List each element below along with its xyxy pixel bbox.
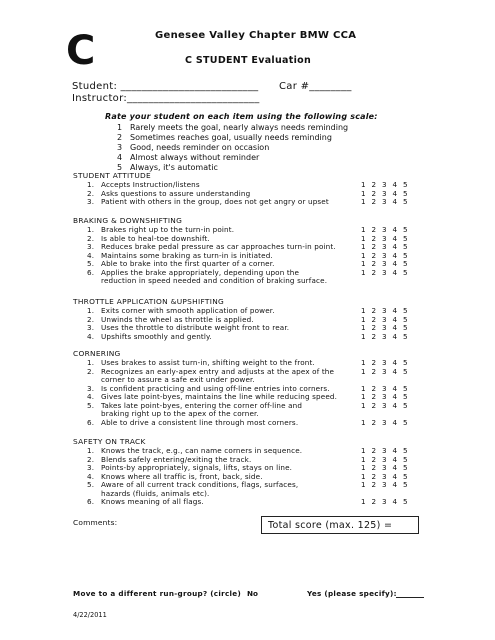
score-option[interactable]: 4 bbox=[392, 463, 398, 473]
score-option[interactable]: 2 bbox=[371, 446, 377, 456]
score-option[interactable]: 1 bbox=[361, 225, 366, 235]
score-option[interactable]: 4 bbox=[392, 242, 398, 252]
section-title: THROTTLE APPLICATION &UPSHIFTING bbox=[73, 297, 225, 306]
score-option[interactable]: 4 bbox=[392, 366, 398, 376]
item-text: Knows meaning of all flags. bbox=[101, 497, 204, 507]
score-option[interactable]: 4 bbox=[392, 446, 398, 456]
score-option[interactable]: 4 bbox=[392, 417, 398, 427]
score-option[interactable]: 5 bbox=[403, 497, 408, 507]
score-option[interactable]: 1 bbox=[361, 323, 366, 333]
score-option[interactable]: 4 bbox=[392, 180, 398, 190]
score-option[interactable]: 2 bbox=[371, 188, 377, 198]
item-number: 2. bbox=[87, 454, 95, 464]
item-text: Maintains some braking as turn-in is initiated. bbox=[101, 250, 273, 260]
score-option[interactable]: 1 bbox=[361, 480, 366, 490]
score-option[interactable]: 5 bbox=[403, 331, 408, 341]
score-option[interactable]: 1 bbox=[361, 197, 366, 207]
item-text-continued: hazards (fluids, animals etc). bbox=[101, 488, 210, 498]
item-number: 3. bbox=[87, 197, 95, 207]
score-option[interactable]: 3 bbox=[382, 383, 387, 393]
scale-level-number: 5 bbox=[117, 163, 123, 172]
scale-level-text: Always, it's automatic bbox=[130, 163, 218, 172]
score-option[interactable]: 5 bbox=[403, 446, 408, 456]
score-option[interactable]: 2 bbox=[371, 480, 377, 490]
score-option[interactable]: 3 bbox=[382, 180, 387, 190]
item-score-options[interactable] bbox=[361, 418, 414, 427]
scale-level-text: Good, needs reminder on occasion bbox=[130, 143, 270, 152]
score-option[interactable]: 4 bbox=[392, 323, 398, 333]
item-number: 2. bbox=[87, 233, 95, 243]
score-option[interactable]: 1 bbox=[361, 358, 366, 368]
score-option[interactable]: 2 bbox=[371, 392, 377, 402]
score-option[interactable]: 1 bbox=[361, 417, 366, 427]
score-option[interactable]: 2 bbox=[371, 366, 377, 376]
score-option[interactable]: 2 bbox=[371, 497, 377, 507]
item-text: Able to brake into the first quarter of a corner. bbox=[101, 259, 275, 269]
score-option[interactable]: 4 bbox=[392, 314, 398, 324]
score-option[interactable]: 3 bbox=[382, 463, 387, 473]
score-option[interactable]: 5 bbox=[403, 480, 408, 490]
run-group-question: Move to a different run-group? (circle) bbox=[73, 589, 242, 598]
score-option[interactable]: 2 bbox=[371, 383, 377, 393]
item-text: Reduces brake pedal pressure as car approaches turn-in point. bbox=[101, 242, 336, 252]
scale-level bbox=[117, 143, 269, 152]
item-text: Applies the brake appropriately, depending upon the bbox=[101, 267, 300, 277]
score-option[interactable]: 1 bbox=[361, 331, 366, 341]
score-option[interactable]: 3 bbox=[382, 197, 387, 207]
item-text: Blends safely entering/exiting the track. bbox=[101, 454, 252, 464]
score-option[interactable]: 2 bbox=[371, 331, 377, 341]
score-option[interactable]: 4 bbox=[392, 471, 398, 481]
score-option[interactable]: 1 bbox=[361, 188, 366, 198]
score-option[interactable]: 1 bbox=[361, 400, 366, 410]
score-option[interactable]: 5 bbox=[403, 233, 408, 243]
score-option[interactable]: 3 bbox=[382, 366, 387, 376]
score-option[interactable]: 5 bbox=[403, 366, 408, 376]
score-option[interactable]: 5 bbox=[403, 383, 408, 393]
score-option[interactable]: 2 bbox=[371, 463, 377, 473]
section-title: BRAKING & DOWNSHIFTING bbox=[73, 216, 183, 225]
item-score-options[interactable] bbox=[361, 268, 414, 277]
score-option[interactable]: 1 bbox=[361, 497, 366, 507]
score-option[interactable]: 3 bbox=[382, 400, 387, 410]
score-option[interactable]: 1 bbox=[361, 471, 366, 481]
total-score-label: Total score (max. 125) = bbox=[268, 520, 393, 531]
score-option[interactable]: 3 bbox=[382, 314, 387, 324]
score-option[interactable]: 5 bbox=[403, 463, 408, 473]
item-text: Upshifts smoothly and gently. bbox=[101, 331, 212, 341]
scale-level-text: Sometimes reaches goal, usually needs reminding bbox=[130, 133, 332, 142]
item-number: 2. bbox=[87, 188, 95, 198]
score-option[interactable]: 2 bbox=[371, 267, 377, 277]
score-option[interactable]: 5 bbox=[403, 323, 408, 333]
score-option[interactable]: 1 bbox=[361, 233, 366, 243]
student-field[interactable]: Student: __________________________ bbox=[72, 81, 259, 92]
car-number-field[interactable]: Car #________ bbox=[279, 81, 352, 92]
score-option[interactable]: 2 bbox=[371, 306, 377, 316]
form-date: 4/22/2011 bbox=[73, 611, 107, 619]
score-option[interactable]: 3 bbox=[382, 242, 387, 252]
score-option[interactable]: 1 bbox=[361, 267, 366, 277]
score-option[interactable]: 4 bbox=[392, 306, 398, 316]
item-score-options[interactable] bbox=[361, 197, 414, 206]
score-option[interactable]: 4 bbox=[392, 358, 398, 368]
score-option[interactable]: 3 bbox=[382, 480, 387, 490]
score-option[interactable]: 4 bbox=[392, 188, 398, 198]
score-option[interactable]: 2 bbox=[371, 180, 377, 190]
score-option[interactable]: 3 bbox=[382, 259, 387, 269]
item-number: 4. bbox=[87, 331, 95, 341]
item-text: Takes late point-byes, entering the corner off-line and bbox=[101, 400, 303, 410]
score-option[interactable]: 3 bbox=[382, 358, 387, 368]
score-option[interactable]: 2 bbox=[371, 197, 377, 207]
score-option[interactable]: 2 bbox=[371, 233, 377, 243]
item-number: 1. bbox=[87, 358, 95, 368]
item-score-options[interactable] bbox=[361, 332, 414, 341]
section-title: CORNERING bbox=[73, 349, 121, 358]
yes-specify-line[interactable] bbox=[396, 597, 424, 598]
score-option[interactable]: 1 bbox=[361, 180, 366, 190]
evaluation-item bbox=[87, 197, 329, 206]
item-score-options[interactable] bbox=[361, 480, 414, 489]
score-option[interactable]: 3 bbox=[382, 306, 387, 316]
score-option[interactable]: 1 bbox=[361, 383, 366, 393]
score-option[interactable]: 4 bbox=[392, 331, 398, 341]
item-number: 3. bbox=[87, 323, 95, 333]
item-text-continued: corner to assure a safe exit under power. bbox=[101, 375, 255, 385]
score-option[interactable]: 2 bbox=[371, 242, 377, 252]
score-option[interactable]: 4 bbox=[392, 383, 398, 393]
score-option[interactable]: 4 bbox=[392, 225, 398, 235]
score-option[interactable]: 3 bbox=[382, 417, 387, 427]
score-option[interactable]: 3 bbox=[382, 392, 387, 402]
item-number: 2. bbox=[87, 314, 95, 324]
item-text: Uses the throttle to distribute weight front to rear. bbox=[101, 323, 290, 333]
item-text: Recognizes an early-apex entry and adjusts at the apex of the bbox=[101, 366, 335, 376]
score-option[interactable]: 5 bbox=[403, 358, 408, 368]
item-text: Brakes right up to the turn-in point. bbox=[101, 225, 235, 235]
score-option[interactable]: 5 bbox=[403, 454, 408, 464]
score-option[interactable]: 5 bbox=[403, 250, 408, 260]
score-option[interactable]: 1 bbox=[361, 463, 366, 473]
item-text: Uses brakes to assist turn-in, shifting weight to the front. bbox=[101, 358, 315, 368]
score-option[interactable]: 2 bbox=[371, 358, 377, 368]
item-number: 5. bbox=[87, 480, 95, 490]
organization-name: Genesee Valley Chapter BMW CCA bbox=[155, 30, 357, 41]
scale-level-number: 1 bbox=[117, 123, 123, 132]
score-option[interactable]: 3 bbox=[382, 225, 387, 235]
scale-level bbox=[117, 123, 348, 132]
score-option[interactable]: 1 bbox=[361, 366, 366, 376]
item-text: Knows where all traffic is, front, back, side. bbox=[101, 471, 263, 481]
item-number: 1. bbox=[87, 180, 95, 190]
item-number: 4. bbox=[87, 471, 95, 481]
item-text: Aware of all current track conditions, flags, surfaces, bbox=[101, 480, 299, 490]
scale-level-number: 4 bbox=[117, 153, 123, 162]
score-option[interactable]: 3 bbox=[382, 471, 387, 481]
run-group-yes-option[interactable]: Yes (please specify): bbox=[307, 589, 397, 598]
item-number: 3. bbox=[87, 383, 95, 393]
item-number: 4. bbox=[87, 392, 95, 402]
item-text: Exits corner with smooth application of power. bbox=[101, 306, 275, 316]
scale-level-number: 2 bbox=[117, 133, 123, 142]
score-option[interactable]: 5 bbox=[403, 242, 408, 252]
item-text: Asks questions to assure understanding bbox=[101, 188, 251, 198]
score-option[interactable]: 3 bbox=[382, 446, 387, 456]
item-text: Accepts Instruction/listens bbox=[101, 180, 200, 190]
item-score-options[interactable] bbox=[361, 367, 414, 376]
score-option[interactable]: 1 bbox=[361, 314, 366, 324]
scale-level bbox=[117, 153, 259, 162]
score-option[interactable]: 3 bbox=[382, 331, 387, 341]
score-option[interactable]: 4 bbox=[392, 197, 398, 207]
run-group-no-option[interactable]: No bbox=[247, 589, 258, 598]
score-option[interactable]: 1 bbox=[361, 446, 366, 456]
item-number: 6. bbox=[87, 267, 95, 277]
score-option[interactable]: 4 bbox=[392, 497, 398, 507]
section-title: SAFETY ON TRACK bbox=[73, 437, 146, 446]
item-text: Is able to heal-toe downshift. bbox=[101, 233, 210, 243]
score-option[interactable]: 2 bbox=[371, 400, 377, 410]
item-text: Able to drive a consistent line through most corners. bbox=[101, 417, 299, 427]
score-option[interactable]: 5 bbox=[403, 259, 408, 269]
score-option[interactable]: 3 bbox=[382, 323, 387, 333]
item-score-options[interactable] bbox=[361, 497, 414, 506]
score-option[interactable]: 3 bbox=[382, 233, 387, 243]
item-number: 6. bbox=[87, 417, 95, 427]
item-text-continued: reduction in speed needed and condition of braking surface. bbox=[101, 276, 328, 286]
score-option[interactable]: 2 bbox=[371, 314, 377, 324]
score-option[interactable]: 5 bbox=[403, 314, 408, 324]
score-option[interactable]: 4 bbox=[392, 480, 398, 490]
score-option[interactable]: 4 bbox=[392, 454, 398, 464]
score-option[interactable]: 4 bbox=[392, 259, 398, 269]
score-option[interactable]: 2 bbox=[371, 259, 377, 269]
score-option[interactable]: 3 bbox=[382, 250, 387, 260]
scale-level-text: Rarely meets the goal, nearly always needs reminding bbox=[130, 123, 349, 132]
score-option[interactable]: 5 bbox=[403, 400, 408, 410]
evaluation-item bbox=[87, 497, 204, 506]
score-option[interactable]: 4 bbox=[392, 392, 398, 402]
score-option[interactable]: 5 bbox=[403, 471, 408, 481]
score-option[interactable]: 3 bbox=[382, 188, 387, 198]
instructor-field[interactable]: Instructor:_________________________ bbox=[72, 93, 260, 104]
comments-label: Comments: bbox=[73, 518, 118, 527]
item-text: Patient with others in the group, does not get angry or upset bbox=[101, 197, 329, 207]
score-option[interactable]: 4 bbox=[392, 233, 398, 243]
score-option[interactable]: 2 bbox=[371, 225, 377, 235]
item-number: 3. bbox=[87, 463, 95, 473]
total-score-box[interactable] bbox=[261, 516, 419, 534]
score-option[interactable]: 1 bbox=[361, 392, 366, 402]
score-option[interactable]: 5 bbox=[403, 306, 408, 316]
item-number: 5. bbox=[87, 259, 95, 269]
score-option[interactable]: 2 bbox=[371, 417, 377, 427]
score-option[interactable]: 5 bbox=[403, 267, 408, 277]
item-score-options[interactable] bbox=[361, 401, 414, 410]
score-option[interactable]: 5 bbox=[403, 392, 408, 402]
score-option[interactable]: 1 bbox=[361, 250, 366, 260]
score-option[interactable]: 3 bbox=[382, 497, 387, 507]
score-option[interactable]: 4 bbox=[392, 267, 398, 277]
form-letter-c: C bbox=[66, 28, 97, 74]
score-option[interactable]: 3 bbox=[382, 454, 387, 464]
scale-instruction: Rate your student on each item using the following scale: bbox=[105, 112, 378, 121]
score-option[interactable]: 3 bbox=[382, 267, 387, 277]
item-text-continued: braking right up to the apex of the corner. bbox=[101, 409, 259, 419]
evaluation-item bbox=[87, 418, 298, 427]
item-text: Gives late point-byes, maintains the line while reducing speed. bbox=[101, 392, 338, 402]
item-number: 1. bbox=[87, 306, 95, 316]
score-option[interactable]: 1 bbox=[361, 242, 366, 252]
item-number: 4. bbox=[87, 250, 95, 260]
item-text: Unwinds the wheel as throttle is applied. bbox=[101, 314, 254, 324]
score-option[interactable]: 5 bbox=[403, 225, 408, 235]
score-option[interactable]: 5 bbox=[403, 197, 408, 207]
item-text: Is confident practicing and using off-line entries into corners. bbox=[101, 383, 330, 393]
evaluation-item bbox=[87, 332, 212, 341]
item-text: Points-by appropriately, signals, lifts, stays on line. bbox=[101, 463, 293, 473]
scale-level bbox=[117, 133, 332, 142]
score-option[interactable]: 2 bbox=[371, 250, 377, 260]
scale-level-text: Almost always without reminder bbox=[130, 153, 260, 162]
scale-level-number: 3 bbox=[117, 143, 123, 152]
form-title: C STUDENT Evaluation bbox=[185, 55, 312, 66]
score-option[interactable]: 5 bbox=[403, 180, 408, 190]
item-number: 3. bbox=[87, 242, 95, 252]
item-number: 6. bbox=[87, 497, 95, 507]
score-option[interactable]: 4 bbox=[392, 400, 398, 410]
score-option[interactable]: 4 bbox=[392, 250, 398, 260]
item-text: Knows the track, e.g., can name corners in sequence. bbox=[101, 446, 303, 456]
score-option[interactable]: 1 bbox=[361, 306, 366, 316]
score-option[interactable]: 2 bbox=[371, 323, 377, 333]
score-option[interactable]: 2 bbox=[371, 471, 377, 481]
score-option[interactable]: 5 bbox=[403, 417, 408, 427]
item-number: 1. bbox=[87, 225, 95, 235]
section-title: STUDENT ATTITUDE bbox=[73, 171, 152, 180]
item-number: 5. bbox=[87, 400, 95, 410]
score-option[interactable]: 1 bbox=[361, 259, 366, 269]
score-option[interactable]: 2 bbox=[371, 454, 377, 464]
score-option[interactable]: 5 bbox=[403, 188, 408, 198]
item-number: 2. bbox=[87, 366, 95, 376]
item-number: 1. bbox=[87, 446, 95, 456]
score-option[interactable]: 1 bbox=[361, 454, 366, 464]
